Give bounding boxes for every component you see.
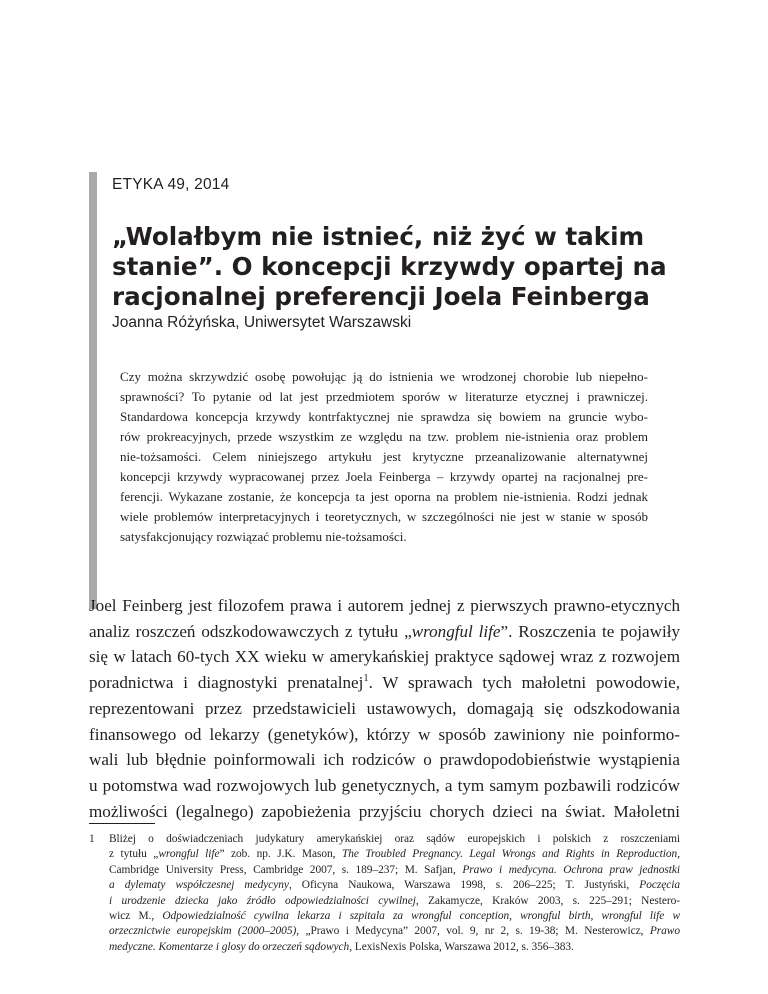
abstract <box>120 367 648 547</box>
footnote-number: 1 <box>89 833 95 845</box>
body-text-run: analiz roszczeń odszkodowawczych z tytułu „ <box>89 621 412 641</box>
footnote-run: z tytułu „ <box>109 848 159 861</box>
body-line: finansowego od lekarzy (genetyków), którzy w sposób zawiniony nie poinformo- <box>89 724 680 744</box>
abstract-line: wiele problemów interpretacyjnych i teoretycznych, w szczególności nie jest w stanie w sposób <box>120 509 648 524</box>
abstract-line: sprawności? To pytanie od lat jest przedmiotem sporów w literaturze etycznej i prawniczej. <box>120 389 648 404</box>
footnote-line <box>109 847 680 862</box>
body-paragraph <box>89 593 680 824</box>
side-accent-bar <box>89 172 97 609</box>
body-text-run: ”. Roszczenia te pojawiły <box>500 621 680 641</box>
footnote-line <box>109 940 680 955</box>
title-line: stanie”. O koncepcji krzywdy opartej na <box>112 252 667 281</box>
footnote-italic: wrongful life <box>158 848 220 861</box>
abstract-line: satysfakcjonujący rozwiązać problemu nie-tożsamości. <box>120 529 407 544</box>
footnote-run: wicz M., <box>109 910 163 923</box>
footnote-run: Cambridge University Press, Cambridge 2007, s. 189–237; M. Safjan, <box>109 863 463 876</box>
body-text-run: poradnictwa i diagnostyki prenatalnej <box>89 673 364 693</box>
body-text-run: . W sprawach tych małoletni powodowie, <box>368 673 680 693</box>
footnote-run: ” zob. np. J.K. Mason, <box>219 848 342 861</box>
footnote-line <box>109 924 680 939</box>
body-line: Joel Feinberg jest filozofem prawa i autorem jednej z pierwszych prawno-etycznych <box>89 596 680 615</box>
emphasis-term: wrongful life <box>411 621 501 641</box>
body-line: możliwości (legalnego) zapobieżenia przyjściu chorych dzieci na świat. Małoletni <box>89 801 680 821</box>
article-title <box>112 222 672 312</box>
footnote-italic: Poczęcia <box>639 879 680 892</box>
footnote-divider <box>89 823 155 824</box>
abstract-line: ferencji. Wykazane zostanie, że koncepcja ta jest oporna na problem nie-istnienia. Rodzi jednak <box>120 489 648 504</box>
footnote-italic: orzecznictwie europejskim (2000–2005) <box>109 925 297 938</box>
footnote-italic: Prawo i medycyna. Ochrona praw jednostki <box>462 863 680 876</box>
footnote-line <box>109 878 680 893</box>
footnote-line: Bliżej o doświadczeniach judykatury amerykańskiej oraz sądów europejskich i polskich z roszczeniami <box>109 833 680 845</box>
body-line: się w latach 60-tych XX wieku w amerykańskiej praktyce sądowej wraz z rozwojem <box>89 647 680 667</box>
footnote-line <box>109 894 680 909</box>
footnote-italic: The Troubled Pregnancy. Legal Wrongs and Rights in Reproduction <box>341 848 678 861</box>
footnote-italic: a dylematy współczesnej medycyny <box>109 879 289 892</box>
footnote-reference[interactable]: 1 <box>363 673 369 685</box>
title-line: racjonalnej preferencji Joela Feinberga <box>112 282 650 311</box>
abstract-line: nie-tożsamości. Celem niniejszego artykułu jest krytyczne przeanalizowanie alternatywnej <box>120 449 648 464</box>
abstract-line: rów prokreacyjnych, przede wszystkim ze względu na tzw. problem nie-istnienia oraz problem <box>120 429 648 444</box>
footnote-italic: medyczne. Komentarze i glosy do orzeczeń sądowych <box>109 940 350 953</box>
footnote-run: , Oficyna Naukowa, Warszawa 1998, s. 206–225; T. Justyński, <box>288 879 640 892</box>
body-line <box>89 670 680 696</box>
footnote-line <box>109 863 680 878</box>
footnote-run: , „Prawo i Medycyna” 2007, vol. 9, nr 2, s. 19-38; M. Nesterowicz, <box>296 925 650 938</box>
journal-issue-label: ETYKA 49, 2014 <box>112 176 230 193</box>
footnote-run: , LexisNexis Polska, Warszawa 2012, s. 356–383. <box>349 940 574 953</box>
abstract-line: koncepcji krzywdy wypracowanej przez Joela Feinberga – krzywdy opartej na racjonalnej pre- <box>120 469 648 484</box>
title-line: „Wolałbym nie istnieć, niż żyć w takim <box>112 222 645 251</box>
footnote-italic: Prawo <box>649 925 680 938</box>
abstract-line: Standardowa koncepcja krzywdy kontrfaktycznej nie sprawdza się bowiem na gruncie wybo- <box>120 409 648 424</box>
footnote-run: , Zakamycze, Kraków 2003, s. 225–291; Nestero- <box>415 894 680 907</box>
footnote-line <box>109 909 680 924</box>
abstract-line: Czy można skrzywdzić osobę powołując ją do istnienia we wrodzonej chorobie lub niepełno- <box>120 369 648 384</box>
author-affiliation: Joanna Różyńska, Uniwersytet Warszawski <box>112 314 412 331</box>
body-line: u potomstwa wad rozwojowych lub genetycznych, a tym samym pozbawili rodziców <box>89 775 680 795</box>
footnote-text <box>109 832 680 955</box>
body-line: wali lub błędnie poinformowali ich rodziców o prawdopodobieństwie wystąpienia <box>89 750 680 770</box>
footnote-italic: Odpowiedzialność cywilna lekarza i szpitala za wrongful conception, wrongful birth, wrongful life w <box>162 910 680 923</box>
body-line: reprezentowani przez przedstawicieli ustawowych, domagają się odszkodowania <box>89 698 680 718</box>
body-line <box>89 619 680 645</box>
footnote-run: , <box>677 848 681 861</box>
footnote-italic: i urodzenie dziecka jako źródło odpowiedzialności cywilnej <box>109 894 416 907</box>
